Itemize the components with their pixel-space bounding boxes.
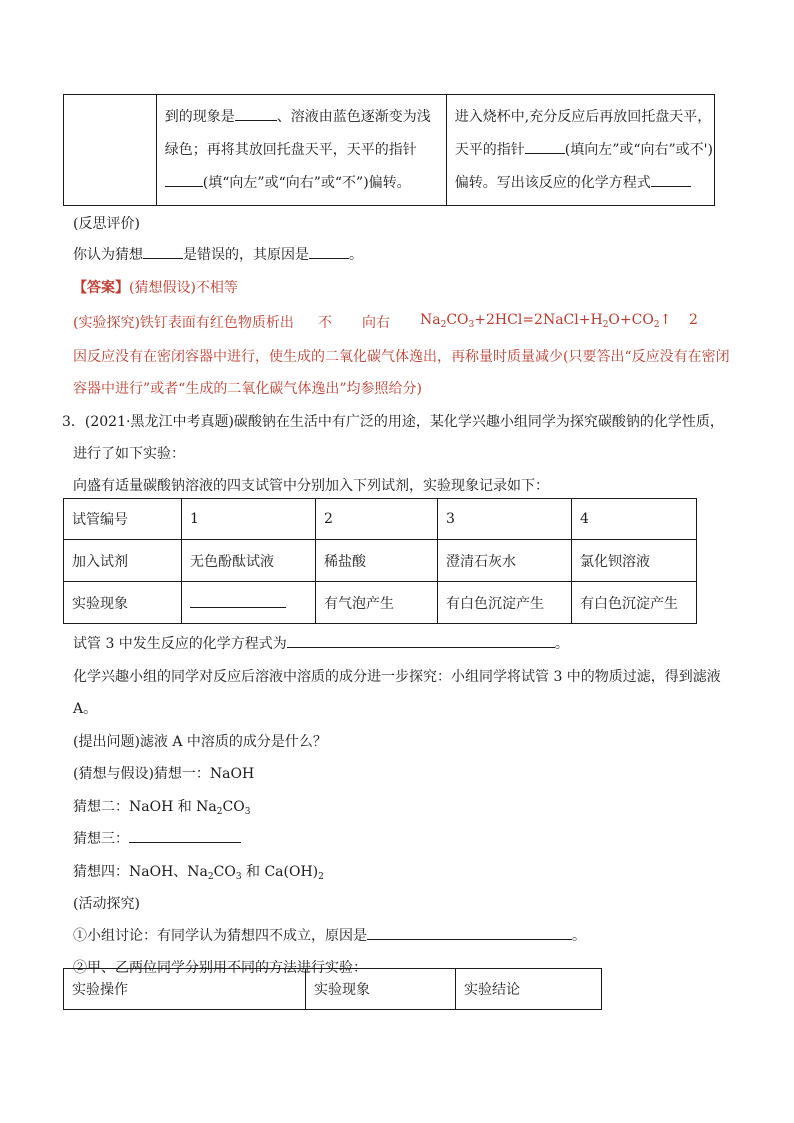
answer-blank[interactable] (287, 633, 555, 648)
subscript: 2 (216, 807, 223, 817)
subscript: 2 (440, 320, 447, 330)
up-arrow-icon: ↑ (659, 312, 672, 328)
answer-value: 2 (689, 312, 698, 328)
answer-line-1 (73, 277, 238, 297)
explore-line-2: A。 (73, 701, 98, 717)
guess-3 (73, 828, 241, 848)
table-header-cell: 实验现象 (306, 969, 456, 1010)
question-line: (提出问题)滤液 A 中溶质的成分是什么？ (73, 734, 327, 750)
table-header-cell: 实验结论 (456, 969, 602, 1010)
answer-line-2 (73, 312, 294, 332)
equation-line (73, 633, 569, 653)
answer-blank[interactable] (525, 139, 565, 154)
table-header-cell: 实验操作 (64, 969, 306, 1010)
text: 、溶液由蓝色逐渐变为浅 (276, 108, 431, 125)
table-row (64, 582, 697, 624)
text: 到的现象是 (164, 108, 235, 125)
answer-line-4: 容器中进行”或者“生成的二氧化碳气体逸出”均参照给分) (73, 381, 422, 397)
text: (猜想假设)不相等 (129, 280, 238, 296)
guess-1: (猜想与假设)猜想一：NaOH (73, 766, 255, 782)
guess-2 (73, 796, 250, 816)
test-tube-table (63, 498, 697, 624)
table-cell (182, 582, 316, 624)
top-table-col3 (446, 95, 714, 206)
text: 猜想二：NaOH 和 Na (73, 799, 217, 815)
text: CO (446, 312, 469, 328)
answer-blank[interactable] (129, 828, 241, 843)
subscript: 2 (653, 320, 660, 330)
answer-line-3: 因反应没有在密闭容器中进行，使生成的二氧化碳气体逸出，再称量时质量减少(只要答出“反应没有在密闭 (73, 349, 730, 365)
answer-blank[interactable] (367, 925, 572, 940)
subscript: 2 (318, 872, 324, 882)
table-cell: 2 (316, 499, 438, 540)
table-cell: 有气泡产生 (316, 582, 438, 624)
text: 天平的指针 (454, 141, 525, 158)
text: 。 (572, 928, 586, 944)
text: CO (222, 799, 245, 815)
table-cell: 稀盐酸 (316, 540, 438, 582)
top-table-col2 (156, 95, 446, 206)
activity-heading: (活动探究) (73, 896, 140, 912)
table-row (64, 540, 697, 582)
text: CO (213, 864, 236, 880)
explore-line-1: 化学兴趣小组的同学对反应后溶液中溶质的成分进一步探究：小组同学将试管 3 中的物质过滤，得到滤液 (73, 669, 721, 685)
answer-blank[interactable] (235, 106, 277, 121)
table-cell: 澄清石灰水 (438, 540, 572, 582)
discussion-line (73, 925, 586, 945)
text: +2HCl=2NaCl+H (474, 312, 603, 328)
text: 进入烧杯中,充分反应后再放回托盘天平， (454, 108, 712, 125)
answer-blank[interactable] (143, 244, 183, 259)
text: Na (420, 312, 441, 328)
top-table-col1 (64, 95, 157, 206)
text: 绿色；再将其放回托盘天平，天平的指针 (164, 141, 417, 158)
text: 偏转。写出该反应的化学方程式 (454, 174, 651, 191)
text: 试管 3 中发生反应的化学方程式为 (73, 636, 287, 652)
experiment-table (63, 968, 602, 1010)
subscript: 3 (235, 872, 242, 882)
text: 。 (554, 636, 569, 652)
table-cell: 有白色沉淀产生 (572, 582, 697, 624)
answer-tag: 【答案】 (73, 280, 129, 296)
question-3-line-2: 进行了如下实验： (73, 446, 185, 462)
text: 是错误的，其原因是 (183, 247, 309, 263)
table-row (64, 499, 697, 540)
methods-line: ②甲、乙两位同学分别用不同的方法进行实验： (73, 960, 367, 976)
subscript: 3 (468, 320, 475, 330)
table-cell: 3 (438, 499, 572, 540)
text: 和 Ca(OH) (241, 864, 319, 880)
subscript: 2 (602, 320, 609, 330)
text: 你认为猜想 (73, 247, 143, 263)
text: 猜想四：NaOH、Na (73, 864, 208, 880)
text: 。 (349, 247, 363, 263)
text: ①小组讨论：有同学认为猜想四不成立，原因是 (73, 928, 367, 944)
table-cell: 实验现象 (64, 582, 182, 624)
subscript: 2 (207, 872, 214, 882)
top-table (63, 94, 715, 206)
text: (填向左”或“向右”或不') (564, 141, 713, 158)
text: (填“向左”或“向右”或“不”)偏转。 (202, 174, 411, 191)
table-cell: 试管编号 (64, 499, 182, 540)
answer-equation (420, 312, 671, 328)
answer-blank[interactable] (165, 172, 203, 187)
text: (实验探究)铁钉表面有红色物质析出 (73, 315, 294, 331)
table-cell: 氯化钡溶液 (572, 540, 697, 582)
answer-value: 向右 (362, 315, 390, 331)
answer-blank[interactable] (651, 172, 691, 187)
question-3-line-1: 3．(2021·黑龙江中考真题)碳酸钠在生活中有广泛的用途，某化学兴趣小组同学为探究碳酸钠的化学性质， (62, 414, 724, 430)
table-cell: 无色酚酞试液 (182, 540, 316, 582)
answer-blank[interactable] (309, 244, 349, 259)
answer-value: 不 (318, 315, 332, 331)
reflection-question (73, 244, 363, 264)
table-row (64, 969, 602, 1010)
subscript: 3 (244, 807, 251, 817)
answer-blank[interactable] (190, 593, 286, 608)
text: O+CO (608, 312, 654, 328)
table-cell: 4 (572, 499, 697, 540)
question-3-line-3: 向盛有适量碳酸钠溶液的四支试管中分别加入下列试剂，实验现象记录如下： (73, 478, 549, 494)
text: 猜想三： (73, 831, 129, 847)
table-cell: 1 (182, 499, 316, 540)
table-cell: 加入试剂 (64, 540, 182, 582)
table-cell: 有白色沉淀产生 (438, 582, 572, 624)
guess-4 (73, 861, 324, 881)
reflection-heading: (反思评价) (73, 216, 140, 232)
